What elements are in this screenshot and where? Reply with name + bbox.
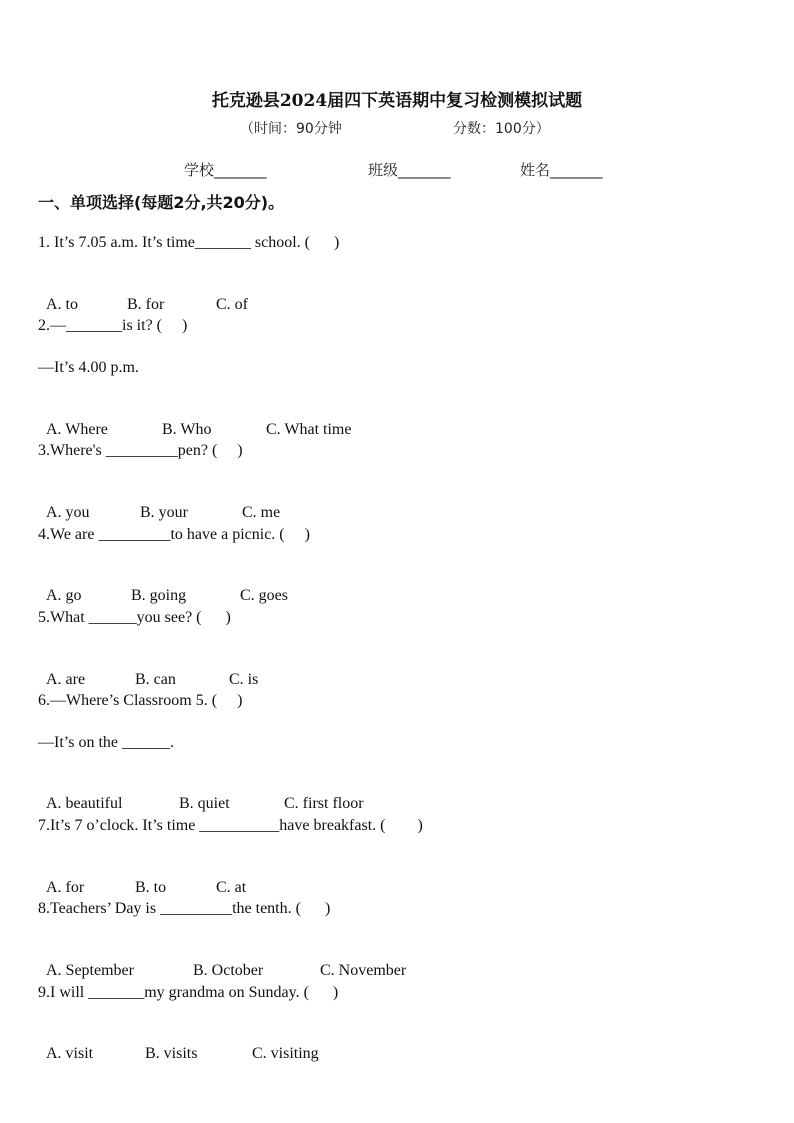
- options-3: [38, 483, 280, 523]
- exam-time: （时间：90分钟: [240, 121, 342, 137]
- option-4b[interactable]: B. going: [131, 587, 187, 604]
- option-4a[interactable]: A. go: [46, 587, 82, 604]
- option-7c[interactable]: C. at: [216, 879, 247, 896]
- option-3b[interactable]: B. your: [140, 504, 188, 521]
- option-5c[interactable]: C. is: [229, 671, 259, 688]
- option-6a[interactable]: A. beautiful: [46, 795, 123, 812]
- options-4: [38, 566, 288, 606]
- option-7b[interactable]: B. to: [135, 879, 167, 896]
- option-6c[interactable]: C. first floor: [284, 795, 364, 812]
- option-9a[interactable]: A. visit: [46, 1045, 94, 1062]
- option-3c[interactable]: C. me: [242, 504, 281, 521]
- section-heading: 一、单项选择(每题2分,共20分)。: [38, 193, 285, 212]
- options-7: [38, 858, 246, 898]
- option-2a[interactable]: A. Where: [46, 421, 108, 438]
- option-1a[interactable]: A. to: [46, 296, 78, 313]
- question-3: 3.Where's _________pen? ( ): [38, 442, 243, 459]
- school-field[interactable]: 学校_______: [184, 161, 267, 179]
- option-4c[interactable]: C. goes: [240, 587, 288, 604]
- option-8a[interactable]: A. September: [46, 962, 134, 979]
- question-6-answer: —It’s on the ______.: [38, 734, 174, 751]
- question-1: 1. It’s 7.05 a.m. It’s time_______ school. ( ): [38, 234, 340, 251]
- name-field[interactable]: 姓名_______: [520, 161, 603, 179]
- question-6: 6.—Where’s Classroom 5. ( ): [38, 692, 243, 709]
- options-8: [38, 941, 406, 981]
- option-1b[interactable]: B. for: [127, 296, 165, 313]
- option-7a[interactable]: A. for: [46, 879, 85, 896]
- options-5: [38, 650, 258, 690]
- question-2: 2.—_______is it? ( ): [38, 317, 188, 334]
- option-9b[interactable]: B. visits: [145, 1045, 198, 1062]
- question-9: 9.I will _______my grandma on Sunday. ( ): [38, 984, 339, 1001]
- option-1c[interactable]: C. of: [216, 296, 248, 313]
- option-6b[interactable]: B. quiet: [179, 795, 230, 812]
- exam-score: 分数：100分）: [453, 121, 550, 137]
- option-2c[interactable]: C. What time: [266, 421, 352, 438]
- class-field[interactable]: 班级_______: [368, 161, 451, 179]
- option-2b[interactable]: B. Who: [162, 421, 212, 438]
- options-6: [38, 774, 364, 814]
- options-9: [38, 1024, 319, 1064]
- question-7: 7.It’s 7 o’clock. It’s time __________have breakfast. ( ): [38, 817, 423, 834]
- option-3a[interactable]: A. you: [46, 504, 90, 521]
- options-1: [38, 275, 248, 315]
- question-4: 4.We are _________to have a picnic. ( ): [38, 526, 310, 543]
- option-5a[interactable]: A. are: [46, 671, 86, 688]
- option-5b[interactable]: B. can: [135, 671, 176, 688]
- option-8b[interactable]: B. October: [193, 962, 264, 979]
- question-5: 5.What ______you see? ( ): [38, 609, 231, 626]
- options-2: [38, 400, 351, 440]
- question-2-answer: —It’s 4.00 p.m.: [38, 359, 139, 376]
- question-8: 8.Teachers’ Day is _________the tenth. ( ): [38, 900, 331, 917]
- option-9c[interactable]: C. visiting: [252, 1045, 319, 1062]
- exam-title: 托克逊县2024届四下英语期中复习检测模拟试题: [211, 91, 583, 111]
- option-8c[interactable]: C. November: [320, 962, 407, 979]
